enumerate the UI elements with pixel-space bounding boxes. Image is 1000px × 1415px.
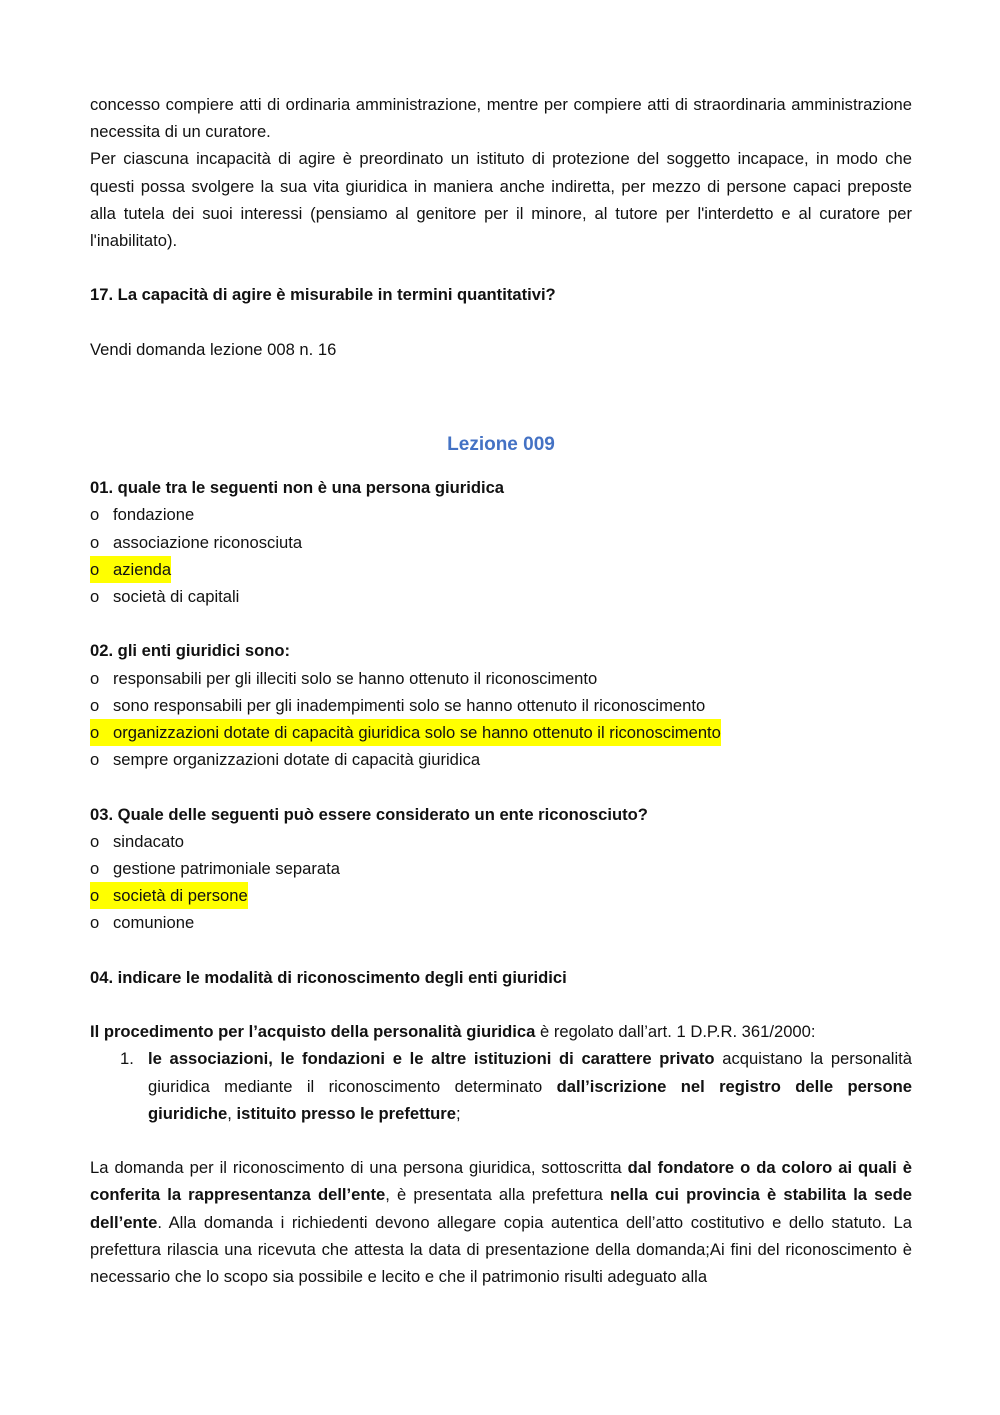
answer-option: o sono responsabili per gli inadempimenti solo se hanno ottenuto il riconoscimento [90, 692, 912, 719]
procedure-lead: Il procedimento per l’acquisto della personalità giuridica è regolato dall’art. 1 D.P.R. 361/2000: [90, 1022, 816, 1042]
answer-option: o associazione riconosciuta [90, 529, 912, 556]
answer-option: o società di capitali [90, 583, 912, 610]
procedure-paragraph: La domanda per il riconoscimento di una persona giuridica, sottoscritta dal fondatore o da coloro ai quali è conferita la rappresentanza dell’ente, è presentata alla prefettura nella cui provincia è stabilita la sede dell’ente. Alla domanda i richiedenti devono allegare copia autentica dell’atto costitutivo e dello statuto. La prefettura rilascia una ricevuta che attesta la data di presentazione della domanda;Ai fini del riconoscimento è necessario che lo scopo sia possibile e lecito e che il patrimonio risulti adeguato alla [90, 1158, 912, 1286]
list-number: 1. [120, 1049, 134, 1069]
answer-option: o sempre organizzazioni dotate di capacità giuridica [90, 746, 912, 773]
intro-paragraph-2: Per ciascuna incapacità di agire è preordinato un istituto di protezione del soggetto incapace, in modo che questi possa svolgere la sua vita giuridica in maniera anche indiretta, per mezzo di persone capaci preposte alla tutela dei suoi interessi (pensiamo al genitore per il minore, al tutore per l'interdetto e al curatore per l'inabilitato). [90, 149, 912, 251]
answer-option: o fondazione [90, 501, 912, 528]
answer-option: o comunione [90, 909, 912, 936]
bullet-icon: o [90, 559, 100, 579]
answer-option-highlighted: o società di persone [90, 882, 248, 909]
question-01-options [90, 501, 912, 610]
question-17-answer: Vendi domanda lezione 008 n. 16 [90, 339, 337, 359]
bullet-icon: o [90, 587, 100, 606]
intro-paragraph-1: concesso compiere atti di ordinaria amministrazione, mentre per compiere atti di straordinaria amministrazione necessita di un curatore. [90, 95, 912, 142]
answer-option-highlighted: o azienda [90, 556, 171, 583]
question-04-title: 04. indicare le modalità di riconoscimento degli enti giuridici [90, 967, 567, 987]
answer-option: o responsabili per gli illeciti solo se hanno ottenuto il riconoscimento [90, 665, 912, 692]
bullet-icon: o [90, 831, 100, 851]
bullet-icon: o [90, 532, 100, 552]
answer-option: o sindacato [90, 828, 912, 855]
bullet-icon: o [90, 913, 100, 933]
answer-option-highlighted: o organizzazioni dotate di capacità giuridica solo se hanno ottenuto il riconoscimento [90, 719, 721, 746]
lesson-heading: Lezione 009 [447, 434, 555, 456]
bullet-icon: o [90, 695, 100, 715]
bullet-icon: o [90, 750, 100, 770]
bullet-icon: o [90, 886, 100, 906]
bullet-icon: o [90, 505, 100, 525]
question-17-title: 17. La capacità di agire è misurabile in termini quantitativi? [90, 285, 556, 305]
bullet-icon: o [90, 668, 100, 688]
question-02-title: 02. gli enti giuridici sono: [90, 641, 291, 661]
question-03-options [90, 828, 912, 937]
bullet-icon: o [90, 859, 100, 878]
numbered-list-item: 1. le associazioni, le fondazioni e le altre istituzioni di carattere privato acquistano la personalità giuridica mediante il riconoscimento determinato dall’iscrizione nel registro delle persone giuridiche, istituito presso le prefetture; [90, 1045, 912, 1127]
question-02-options [90, 665, 912, 774]
document-body [90, 91, 912, 1290]
question-01-title: 01. quale tra le seguenti non è una persona giuridica [90, 478, 505, 498]
answer-option: o gestione patrimoniale separata [90, 855, 912, 882]
question-03-title: 03. Quale delle seguenti può essere considerato un ente riconosciuto? [90, 804, 648, 824]
bullet-icon: o [90, 723, 100, 742]
